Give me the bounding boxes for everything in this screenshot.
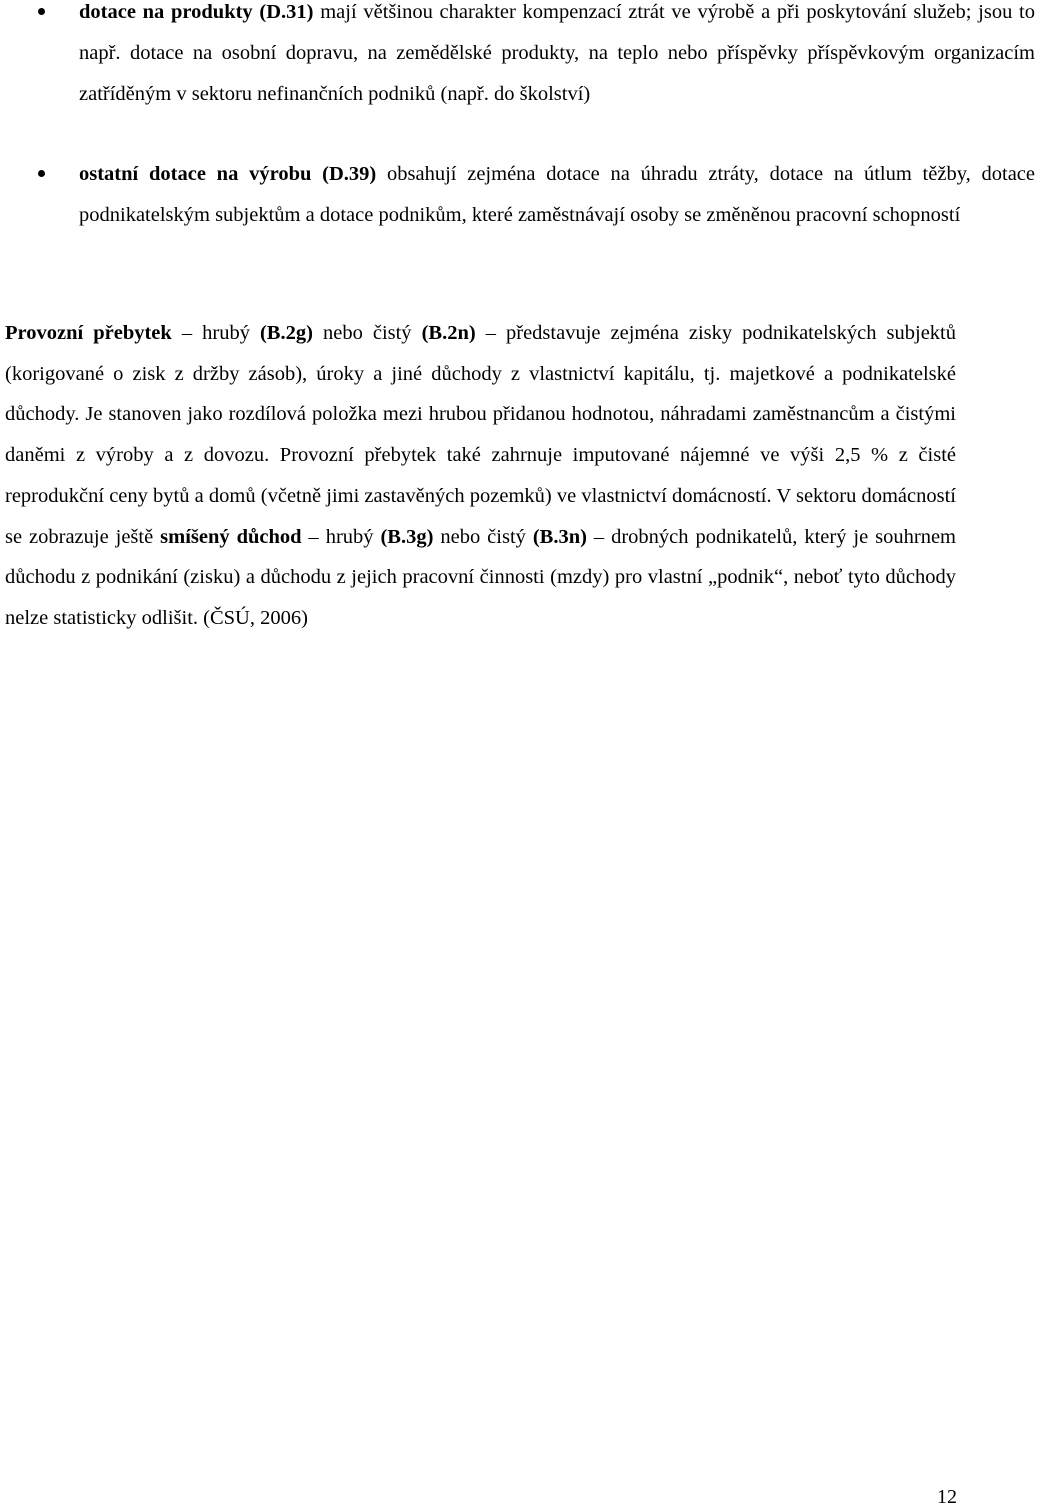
bullet-item-product-subsidies (0, 0, 1039, 115)
paragraph-body-text: – představuje zejména zisky podnikatelských subjektů (korigované o zisk z držby zásob), úroky a jiné důchody z vlastnictví kapitálu, tj. majetkové a podnikatelské důchody. Je stanoven jako rozdílová položka mezi hrubou přidanou hodnotou, náhradami zaměstnancům a čistými daněmi z výroby a z dovozu. Provozní přebytek také zahrnuje imputované nájemné ve výši 2,5 % z čisté reprodukční ceny bytů a domů (včetně jimi zastavěných pozemků) ve vlastnictví domácností. V sektoru domácností se zobrazuje ještě (5, 322, 956, 548)
operating-surplus-paragraph (5, 313, 956, 639)
term-operating-surplus: Provozní přebytek (5, 322, 172, 344)
page-number: 12 (937, 1486, 957, 1508)
text-gross-2: – hrubý (301, 525, 381, 548)
code-b2n: (B.2n) (421, 322, 476, 344)
code-b3n: (B.3n) (532, 525, 587, 548)
paragraph-end-text: – drobných podnikatelů, který je souhrnem důchodu z podnikání (zisku) a důchodu z jejich pracovní činnosti (mzdy) pro vlastní „podnik“, neboť tyto důchody nelze statisticky odlišit. (ČSÚ, 2006) (5, 525, 956, 629)
bullet-item-other-subsidies (0, 154, 1039, 236)
text-or-net-2: nebo čistý (433, 525, 533, 548)
bullet-text: obsahují zejména dotace na úhradu ztráty, dotace na útlum těžby, dotace podnikatelským subjektům a dotace podnikům, které zaměstnávají osoby se změněnou pracovní schopností (79, 163, 1035, 226)
term-mixed-income: smíšený důchod (160, 525, 302, 548)
bullet-term: dotace na produkty (D.31) (79, 1, 314, 23)
bullet-dot-icon (38, 170, 45, 177)
code-b2g: (B.2g) (259, 322, 313, 344)
bullet-term: ostatní dotace na výrobu (D.39) (79, 163, 377, 185)
code-b3g: (B.3g) (380, 525, 434, 548)
bullet-dot-icon (38, 8, 45, 15)
bullet-text: mají většinou charakter kompenzací ztrát ve výrobě a při poskytování služeb; jsou to např. dotace na osobní dopravu, na zemědělské produkty, na teplo nebo příspěvky příspěvkovým organizacím zatříděným v sektoru nefinančních podniků (např. do školství) (79, 1, 1035, 105)
text-or-net: nebo čistý (312, 322, 422, 344)
text-gross: – hrubý (171, 322, 260, 344)
